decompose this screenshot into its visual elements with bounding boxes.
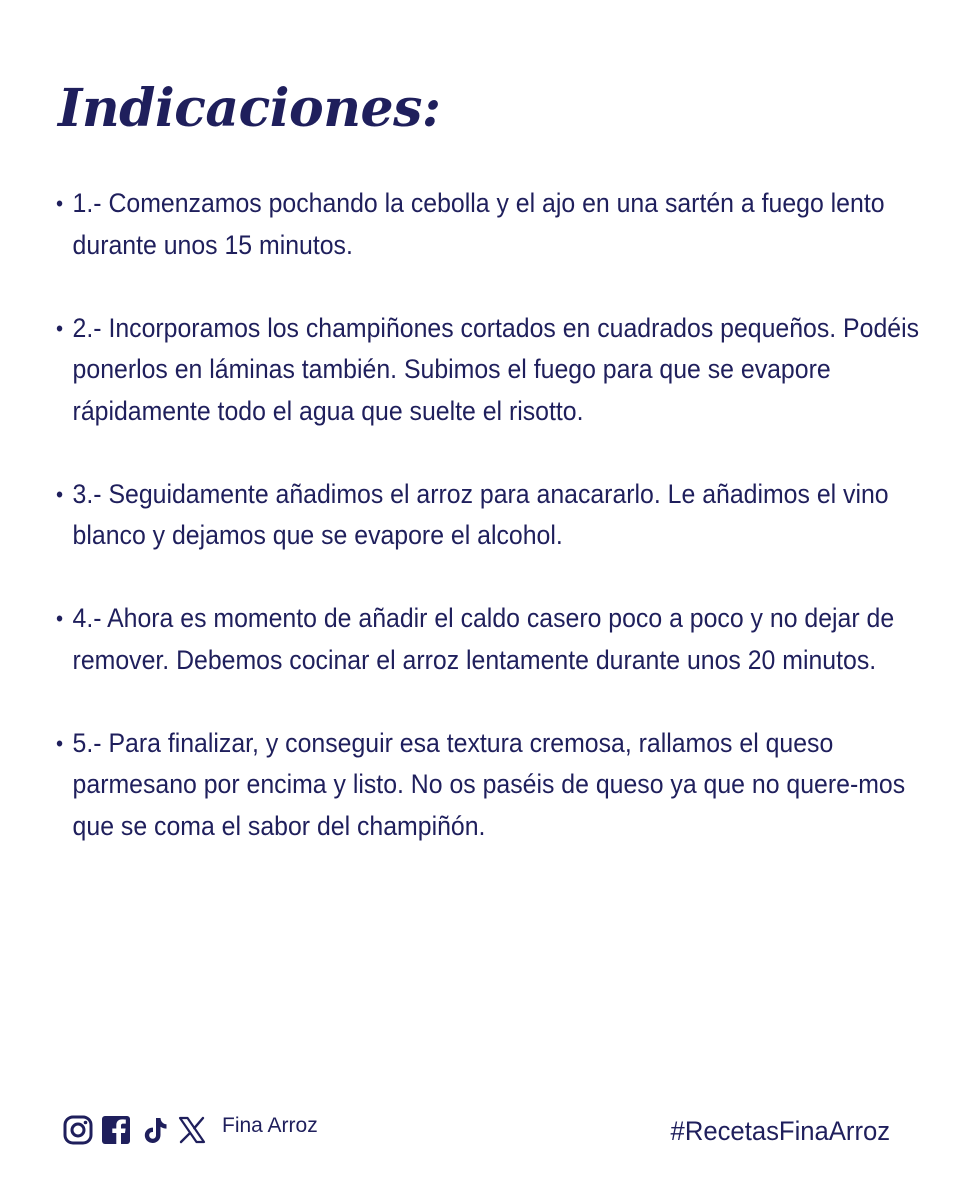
step-text: 1.- Comenzamos pochando la cebolla y el ajo en una sartén a fuego lento durante unos 15 minutos. xyxy=(72,188,885,260)
facebook-icon[interactable] xyxy=(100,1114,132,1146)
list-item xyxy=(56,183,933,266)
list-item xyxy=(56,474,933,557)
list-item xyxy=(56,598,933,681)
social-footer xyxy=(62,1110,318,1150)
page-title: Indicaciones: xyxy=(58,78,441,139)
hashtag-label: #RecetasFinaArroz xyxy=(670,1116,890,1146)
bullet: • xyxy=(56,315,64,341)
bullet: • xyxy=(56,191,64,216)
brand-name: Fina Arroz xyxy=(222,1114,318,1137)
steps-list xyxy=(56,183,920,889)
tiktok-icon[interactable] xyxy=(138,1114,170,1146)
step-text: 3.- Seguidamente añadimos el arroz para anacararlo. Le añadimos el vino blanco y dejamos que se evapore el alcohol. xyxy=(72,478,889,550)
instagram-icon[interactable] xyxy=(62,1114,94,1146)
bullet: • xyxy=(56,606,64,631)
step-text: 2.- Incorporamos los champiñones cortados en cuadrados pequeños. Podéis ponerlos en láminas también. Subimos el fuego para que se evapore rápidamente todo el agua que suelte el risotto. xyxy=(72,312,920,426)
list-item xyxy=(56,308,933,433)
bullet: • xyxy=(56,481,64,507)
step-text: 5.- Para finalizar, y conseguir esa textura cremosa, rallamos el queso parmesano por encima y listo. No os paséis de queso ya que no quere-mos que se coma el sabor del champiñón. xyxy=(72,727,906,841)
bullet: • xyxy=(56,730,64,756)
step-text: 4.- Ahora es momento de añadir el caldo casero poco a poco y no dejar de remover. Debemos cocinar el arroz lentamente durante unos 20 minutos. xyxy=(72,603,895,675)
x-icon[interactable] xyxy=(176,1114,208,1146)
list-item xyxy=(56,723,933,848)
